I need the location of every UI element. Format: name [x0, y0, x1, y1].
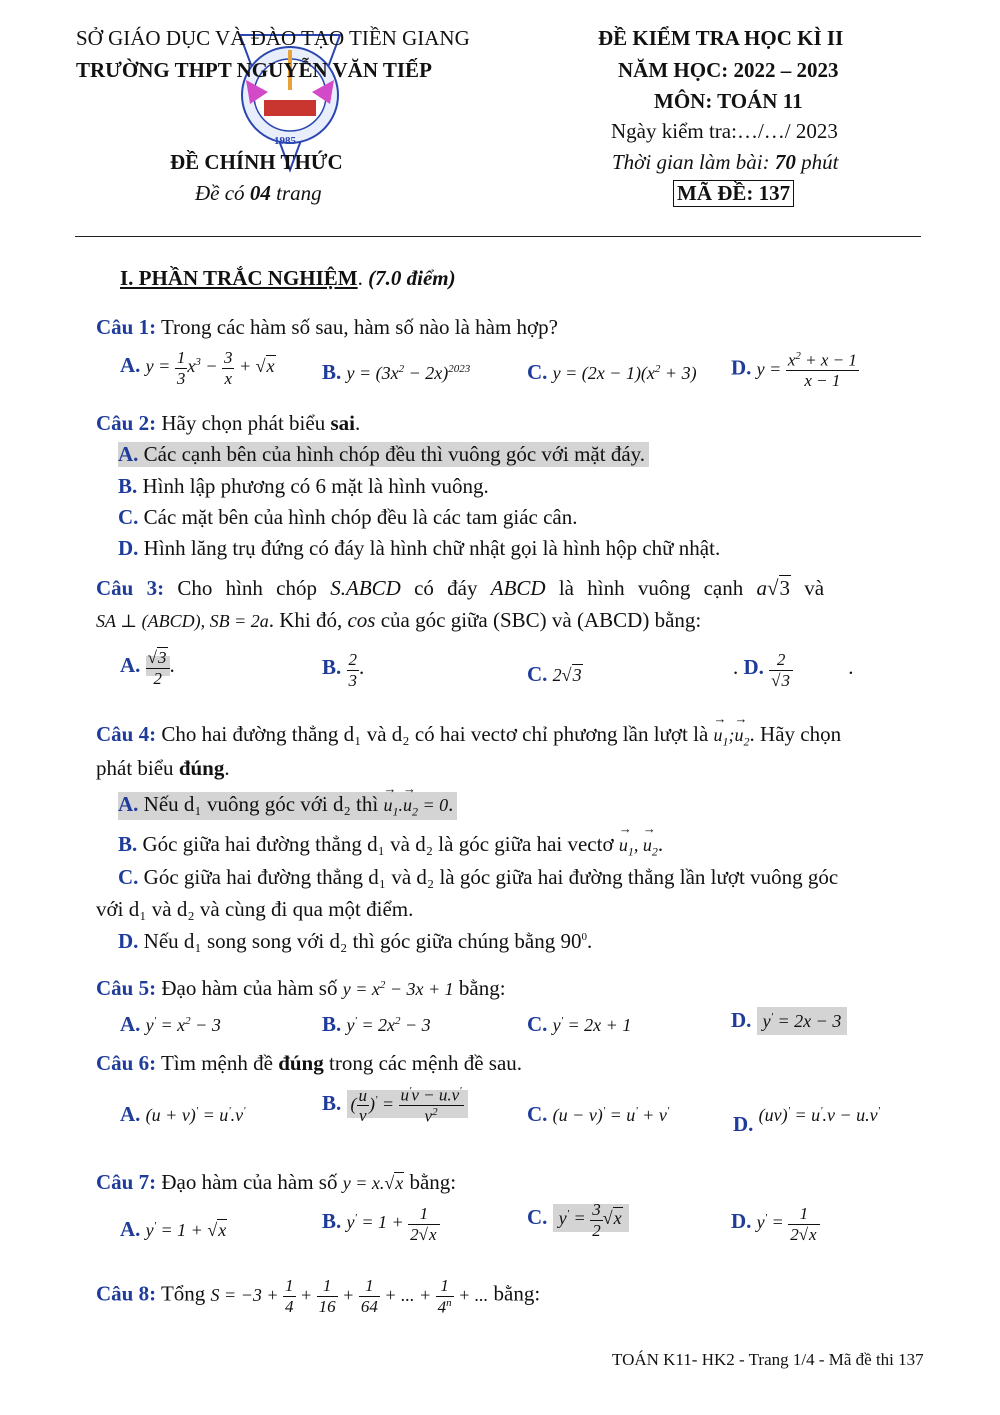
q7-option-c: C. y' = $\frac{3}{2}$ √x [527, 1200, 629, 1240]
question-1 [96, 315, 558, 340]
q6-option-b-label: B. [322, 1090, 342, 1115]
q2-option-d [118, 536, 720, 561]
q2-option-c-label: C. [118, 505, 139, 529]
q2-text: Hãy chọn phát biểu [161, 411, 331, 435]
q3-line1-b: S.ABCD [330, 576, 401, 600]
section-heading: I. PHẦN TRẮC NGHIỆM. (7.0 điểm) [120, 266, 456, 290]
q4-option-b-text: Góc giữa hai đường thẳng d₁ và d₂ là góc giữa hai vectơ [142, 832, 619, 856]
pages-note-suffix: trang [270, 181, 322, 205]
q4-line2-bold: đúng [178, 756, 225, 780]
exam-title: ĐỀ KIỂM TRA HỌC KÌ II [598, 26, 844, 50]
q3-line1-a: Cho hình chóp [177, 576, 331, 600]
q4-option-d-label: D. [118, 929, 139, 953]
question-3-line1: Câu 3: Cho hình chóp S.ABCD có đáy ABCD là hình vuông cạnh a√3 và [96, 576, 825, 600]
school-name: TRƯỜNG THPT NGUYỄN VĂN TIẾP [76, 58, 432, 82]
question-3-line2 [96, 608, 701, 633]
q2-option-d-label: D. [118, 536, 139, 560]
pages-note-num: 04 [249, 181, 271, 205]
section-title: I. PHẦN TRẮC NGHIỆM [120, 266, 358, 290]
q4-option-a-label: A. [118, 792, 139, 816]
q5-option-a: A. $y' = x^2 - 3$ [120, 1012, 221, 1036]
question-5: Câu 5: Đạo hàm của hàm số $y = x^2 - 3x + 1$ bằng: [96, 976, 506, 1000]
q1-option-d-label: D. [731, 355, 752, 380]
q1-option-a-label: A. [120, 353, 141, 378]
q1-option-d: D. y = $\frac{x^2 + x - 1}{x - 1}$ [731, 350, 857, 391]
q3-line2-math: SA ⊥ (ABCD), SB = 2a [96, 611, 269, 631]
q1-option-c: C. $y = (2x - 1)(x^2 + 3)$ [527, 360, 697, 384]
q7-option-a: A. y' = 1 + √x [120, 1217, 227, 1241]
question-4-line2 [96, 756, 230, 781]
q3-line1-c: có đáy [400, 576, 491, 600]
q6-option-d: D. (uv)' = u'.v − u.v' [733, 1105, 881, 1136]
q4-line2-end: . [224, 756, 230, 780]
q3-option-c-label: C. [527, 662, 548, 686]
q5-option-c-label: C. [527, 1012, 548, 1036]
q3-line1-e: là hình vuông cạnh [545, 576, 757, 600]
q1-label: Câu 1: [96, 315, 157, 339]
q3-line1-d: ABCD [490, 576, 546, 600]
q2-text-end: . [354, 411, 361, 435]
q3-option-a-label: A. [120, 653, 141, 678]
school-year: NĂM HỌC: 2022 – 2023 [618, 58, 839, 82]
q2-option-c [118, 505, 577, 530]
q6-option-a: A. (u + v)' = u'.v' [120, 1102, 246, 1126]
q3-option-b-label: B. [322, 655, 342, 680]
time-suffix: phút [795, 150, 839, 174]
q2-option-b-text: Hình lập phương có 6 mặt là hình vuông. [142, 474, 489, 498]
q7-option-b-label: B. [322, 1209, 342, 1234]
q8-text-end: bằng: [493, 1281, 541, 1306]
q4-text-end: . Hãy chọn [749, 722, 842, 746]
subject: MÔN: TOÁN 11 [654, 89, 803, 113]
q2-option-c-text: Các mặt bên của hình chóp đều là các tam giác cân. [143, 505, 578, 529]
time-limit [612, 150, 838, 175]
exam-date: Ngày kiểm tra:…/…/ 2023 [611, 119, 838, 143]
page-footer: TOÁN K11- HK2 - Trang 1/4 - Mã đề thi 137 [612, 1350, 924, 1369]
q4-line2: phát biểu [96, 756, 179, 780]
q4-label: Câu 4: [96, 722, 157, 746]
q6-option-c: C. (u − v)' = u' + v' [527, 1102, 670, 1126]
q4-option-b-label: B. [118, 832, 138, 856]
q7-text: Đạo hàm của hàm số [161, 1170, 343, 1194]
q6-option-c-label: C. [527, 1102, 548, 1126]
q3-option-c: C. 2√3 [527, 662, 582, 686]
exam-code: MÃ ĐỀ: 137 [673, 180, 794, 207]
q5-option-d: D. y' = 2x − 3 [731, 1008, 847, 1033]
time-num: 70 [774, 150, 796, 174]
q3-line1-g: 3 [779, 576, 790, 600]
section-points: (7.0 điểm) [368, 266, 456, 290]
q7-option-d: D. y' = $\frac{1}{2√x}$ [731, 1204, 820, 1244]
q3-line1-f: a [756, 576, 767, 600]
q5-option-b: B. $y' = 2x^2 - 3$ [322, 1012, 431, 1036]
official-label: ĐỀ CHÍNH THỨC [170, 150, 343, 174]
q5-option-b-label: B. [322, 1012, 342, 1036]
q2-option-a [118, 442, 649, 467]
q5-option-a-label: A. [120, 1012, 141, 1036]
q2-option-b-label: B. [118, 474, 138, 498]
q4-option-c-text-1: Góc giữa hai đường thẳng d₁ và d₂ là góc giữa hai đường thẳng lần lượt vuông góc [143, 865, 839, 889]
q4-option-b: B. Góc giữa hai đường thẳng d₁ và d₂ là góc giữa hai vectơ → $u_1$, → $u_2$. [118, 832, 663, 860]
question-8: Câu 8: Tổng S = −3 + $\frac{1}{4}$ + $\frac{1}{16}$ + $\frac{1}{64}$ + ... + $\frac{1}{4^n}$ + ... bằng: [96, 1276, 541, 1317]
question-6 [96, 1051, 522, 1076]
q6-option-b: B. ( $\frac{u}{v}$ )' = $\frac{u'v - u.v'}{v^2}$ [322, 1085, 468, 1126]
q6-option-a-label: A. [120, 1102, 141, 1126]
q3-label: Câu 3: [96, 576, 165, 600]
q5-option-d-label: D. [731, 1008, 752, 1032]
header-divider [75, 236, 921, 237]
q5-option-c: C. y' = 2x + 1 [527, 1012, 632, 1036]
q3-option-b: B. $\frac{2}{3}$ . [322, 650, 365, 690]
q6-option-d-label: D. [733, 1112, 754, 1136]
q4-option-c-line2: với d₁ và d₂ và cùng đi qua một điểm. [96, 897, 414, 921]
q3-option-a: A. $\frac{√3}{2}$ . [120, 648, 175, 688]
q2-option-d-text: Hình lăng trụ đứng có đáy là hình chữ nhật gọi là hình hộp chữ nhật. [143, 536, 721, 560]
q1-option-c-label: C. [527, 360, 548, 384]
q7-option-c-label: C. [527, 1205, 548, 1230]
q8-label: Câu 8: [96, 1281, 157, 1306]
q6-text-end: trong các mệnh đề sau. [323, 1051, 523, 1075]
q6-label: Câu 6: [96, 1051, 157, 1075]
pages-note [195, 181, 322, 206]
question-7: Câu 7: Đạo hàm của hàm số y = x.√x bằng: [96, 1170, 457, 1194]
q3-line2-end: của góc giữa (SBC) và (ABCD) bằng: [375, 608, 702, 632]
q6-text: Tìm mệnh đề [160, 1051, 279, 1075]
q7-label: Câu 7: [96, 1170, 157, 1194]
q4-option-c-label: C. [118, 865, 139, 889]
q4-option-a-text: Nếu d₁ vuông góc với d₂ thì [143, 792, 384, 816]
logo-letters: N V [266, 96, 295, 115]
question-4-line1: Câu 4: Cho hai đường thẳng d₁ và d₂ có hai vectơ chỉ phương lần lượt là → $u_1;\to u_2$. Hãy chọn [96, 722, 841, 750]
q4-option-a: A. Nếu d₁ vuông góc với d₂ thì → $u_1.\to u_2 = 0$. [118, 792, 457, 820]
time-prefix: Thời gian làm bài: [612, 150, 775, 174]
pages-note-prefix: Đề có [195, 181, 250, 205]
q2-option-a-text: Các cạnh bên của hình chóp đều thì vuông góc với mặt đáy. [143, 442, 646, 466]
logo-year: 1985 [274, 135, 296, 147]
q1-option-b-label: B. [322, 360, 342, 384]
q7-option-a-label: A. [120, 1217, 141, 1241]
q3-option-d: . D. $\frac{2}{√3}$ . [733, 650, 854, 690]
q2-label: Câu 2: [96, 411, 157, 435]
q5-text-end: bằng: [458, 976, 506, 1000]
q3-line2-cos: cos [347, 608, 376, 632]
q5-text: Đạo hàm của hàm số [161, 976, 343, 1000]
q7-option-d-label: D. [731, 1209, 752, 1234]
q4-option-d-text: Nếu d₁ song song với d₂ thì góc giữa chúng bằng 90 [143, 929, 582, 953]
q8-text: Tổng [160, 1281, 211, 1306]
q2-option-a-label: A. [118, 442, 139, 466]
q7-option-b: B. y' = 1 + $\frac{1}{2√x}$ [322, 1204, 440, 1244]
q7-text-end: bằng: [409, 1170, 457, 1194]
q1-options: A. y = $\frac{1}{3}$ $x^3$ − $\frac{3}{x}$ + √x [120, 348, 275, 388]
q5-label: Câu 5: [96, 976, 157, 1000]
q1-option-b: B. $y = (3x^2 - 2x)^{2023}$ [322, 360, 471, 384]
q2-text-bold: sai [330, 411, 355, 435]
q6-text-bold: đúng [278, 1051, 324, 1075]
q4-option-c [118, 865, 838, 890]
q2-option-b [118, 474, 489, 499]
q3-option-d-label: D. [743, 655, 764, 680]
department-name: SỞ GIÁO DỤC VÀ ĐÀO TẠO TIỀN GIANG [76, 26, 470, 50]
question-2 [96, 411, 360, 436]
q4-text: Cho hai đường thẳng d₁ và d₂ có hai vectơ chỉ phương lần lượt là [161, 722, 714, 746]
q3-line1-h: và [791, 576, 825, 600]
q3-line2-text: . Khi đó, [268, 608, 348, 632]
q4-option-d: D. Nếu d₁ song song với d₂ thì góc giữa chúng bằng $90^0$. [118, 929, 593, 953]
q1-text: Trong các hàm số sau, hàm số nào là hàm hợp? [160, 315, 558, 339]
